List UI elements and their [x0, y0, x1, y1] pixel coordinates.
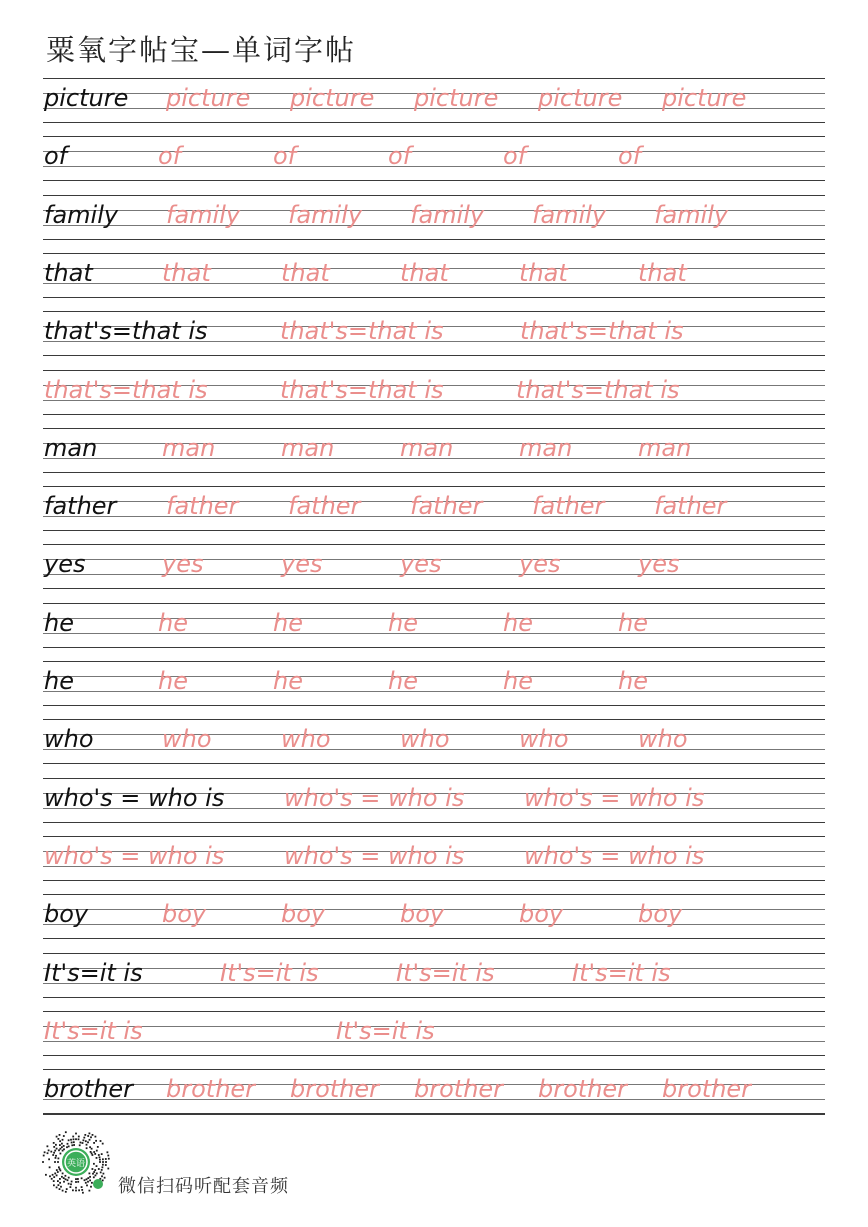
- practice-row: [0, 195, 868, 253]
- guide-line: [43, 530, 825, 531]
- trace-word: that's=that is: [280, 317, 444, 346]
- trace-word: brother: [662, 1075, 752, 1104]
- practice-row: [0, 253, 868, 311]
- trace-word: father: [654, 492, 727, 521]
- model-word: that: [44, 258, 93, 287]
- practice-row: [0, 661, 868, 719]
- trace-word: family: [532, 200, 607, 229]
- guide-line: [43, 1069, 825, 1070]
- qr-code-icon: [40, 1128, 112, 1200]
- trace-word: picture: [290, 84, 375, 112]
- trace-word: family: [654, 200, 729, 229]
- guide-line: [43, 297, 825, 298]
- trace-word: picture: [414, 84, 499, 112]
- guide-line: [43, 428, 825, 429]
- guide-line: [43, 311, 825, 312]
- practice-row: [0, 1069, 868, 1127]
- guide-line: [43, 588, 825, 589]
- trace-word: brother: [166, 1075, 256, 1104]
- guide-line: [43, 180, 825, 181]
- trace-word: boy: [281, 900, 326, 929]
- trace-word: yes: [400, 550, 442, 579]
- trace-word: of: [158, 142, 182, 171]
- trace-word: that's=that is: [280, 375, 444, 404]
- guide-line: [43, 894, 825, 895]
- guide-line: [43, 938, 825, 939]
- guide-line: [43, 836, 825, 837]
- model-word: who's = who is: [44, 783, 225, 812]
- scan-instruction: 微信扫码听配套音频: [118, 1176, 289, 1197]
- guide-line: [43, 544, 825, 545]
- practice-row: [0, 78, 868, 136]
- model-word: man: [44, 433, 98, 462]
- trace-word: that's=that is: [516, 375, 680, 404]
- trace-word: who: [519, 725, 569, 754]
- model-word: family: [44, 200, 119, 229]
- trace-word: picture: [662, 84, 747, 112]
- guide-line: [43, 370, 825, 371]
- trace-word: of: [388, 142, 412, 171]
- guide-line: [43, 195, 825, 196]
- guide-line: [43, 778, 825, 779]
- trace-word: who's = who is: [524, 841, 705, 870]
- model-word: brother: [44, 1075, 134, 1104]
- trace-word: he: [503, 608, 533, 637]
- trace-word: that: [400, 258, 449, 287]
- trace-word: family: [166, 200, 241, 229]
- guide-line: [43, 253, 825, 254]
- trace-word: who: [162, 725, 212, 754]
- trace-word: man: [400, 433, 454, 462]
- trace-word: It's=it is: [220, 958, 319, 987]
- trace-word: boy: [638, 900, 683, 929]
- trace-word: brother: [538, 1075, 628, 1104]
- trace-word: boy: [519, 900, 564, 929]
- guide-line: [43, 1055, 825, 1056]
- trace-word: yes: [638, 550, 680, 579]
- trace-word: he: [388, 608, 418, 637]
- practice-row: [0, 778, 868, 836]
- practice-row: [0, 370, 868, 428]
- trace-word: boy: [162, 900, 207, 929]
- trace-word: father: [288, 492, 361, 521]
- trace-word: It's=it is: [44, 1016, 143, 1045]
- trace-word: family: [288, 200, 363, 229]
- trace-word: brother: [414, 1075, 504, 1104]
- trace-word: father: [532, 492, 605, 521]
- trace-word: who: [281, 725, 331, 754]
- model-word: that's=that is: [44, 317, 208, 346]
- trace-word: who's = who is: [44, 841, 225, 870]
- trace-word: he: [618, 667, 648, 695]
- trace-word: that's=that is: [44, 375, 208, 404]
- trace-word: he: [618, 608, 648, 637]
- guide-line: [43, 472, 825, 473]
- trace-word: It's=it is: [572, 958, 671, 987]
- guide-line: [43, 705, 825, 706]
- guide-line: [43, 1011, 825, 1012]
- guide-line: [43, 486, 825, 487]
- trace-word: who's = who is: [524, 783, 705, 812]
- model-word: picture: [44, 84, 129, 112]
- guide-line: [43, 603, 825, 604]
- model-word: of: [44, 142, 68, 171]
- trace-word: picture: [538, 84, 623, 112]
- guide-line: [43, 953, 825, 954]
- qr-badge-label: 英语: [66, 1159, 86, 1169]
- trace-word: that: [162, 258, 211, 287]
- trace-word: that: [638, 258, 687, 287]
- trace-word: who's = who is: [284, 783, 465, 812]
- practice-row: [0, 486, 868, 544]
- guide-line: [43, 997, 825, 998]
- trace-word: yes: [162, 550, 204, 579]
- trace-word: of: [273, 142, 297, 171]
- trace-word: he: [273, 667, 303, 695]
- model-word: who: [44, 725, 94, 754]
- trace-word: of: [618, 142, 642, 171]
- trace-word: he: [273, 608, 303, 637]
- trace-word: he: [158, 608, 188, 637]
- trace-word: brother: [290, 1075, 380, 1104]
- trace-word: who: [400, 725, 450, 754]
- trace-word: he: [388, 667, 418, 695]
- model-word: he: [44, 667, 74, 695]
- practice-row: [0, 136, 868, 194]
- trace-word: man: [162, 433, 216, 462]
- trace-word: picture: [166, 84, 251, 112]
- model-word: he: [44, 608, 74, 637]
- practice-row: [0, 311, 868, 369]
- trace-word: father: [166, 492, 239, 521]
- practice-row: [0, 603, 868, 661]
- bottom-rule: [43, 1114, 825, 1115]
- guide-line: [43, 647, 825, 648]
- guide-line: [43, 414, 825, 415]
- trace-word: father: [410, 492, 483, 521]
- trace-word: who: [638, 725, 688, 754]
- trace-word: that: [519, 258, 568, 287]
- practice-row: [0, 836, 868, 894]
- guide-line: [43, 880, 825, 881]
- guide-line: [43, 661, 825, 662]
- trace-word: that: [281, 258, 330, 287]
- practice-row: [0, 953, 868, 1011]
- trace-word: family: [410, 200, 485, 229]
- model-word: father: [44, 492, 117, 521]
- guide-line: [43, 78, 825, 79]
- practice-row: [0, 1011, 868, 1069]
- practice-row: [0, 894, 868, 952]
- trace-word: It's=it is: [336, 1016, 435, 1045]
- trace-word: man: [638, 433, 692, 462]
- guide-line: [43, 239, 825, 240]
- trace-word: who's = who is: [284, 841, 465, 870]
- guide-line: [43, 136, 825, 137]
- trace-word: yes: [281, 550, 323, 579]
- trace-word: boy: [400, 900, 445, 929]
- model-word: boy: [44, 900, 89, 929]
- practice-row: [0, 544, 868, 602]
- trace-word: he: [158, 667, 188, 695]
- page-title: 粟氧字帖宝—单词字帖: [46, 33, 357, 67]
- trace-word: that's=that is: [520, 317, 684, 346]
- guide-line: [43, 719, 825, 720]
- practice-row: [0, 719, 868, 777]
- trace-word: of: [503, 142, 527, 171]
- trace-word: man: [281, 433, 335, 462]
- model-word: yes: [44, 550, 86, 579]
- trace-word: It's=it is: [396, 958, 495, 987]
- guide-line: [43, 355, 825, 356]
- guide-line: [43, 122, 825, 123]
- practice-row: [0, 428, 868, 486]
- guide-line: [43, 822, 825, 823]
- trace-word: he: [503, 667, 533, 695]
- model-word: It's=it is: [44, 958, 143, 987]
- guide-line: [43, 763, 825, 764]
- trace-word: yes: [519, 550, 561, 579]
- trace-word: man: [519, 433, 573, 462]
